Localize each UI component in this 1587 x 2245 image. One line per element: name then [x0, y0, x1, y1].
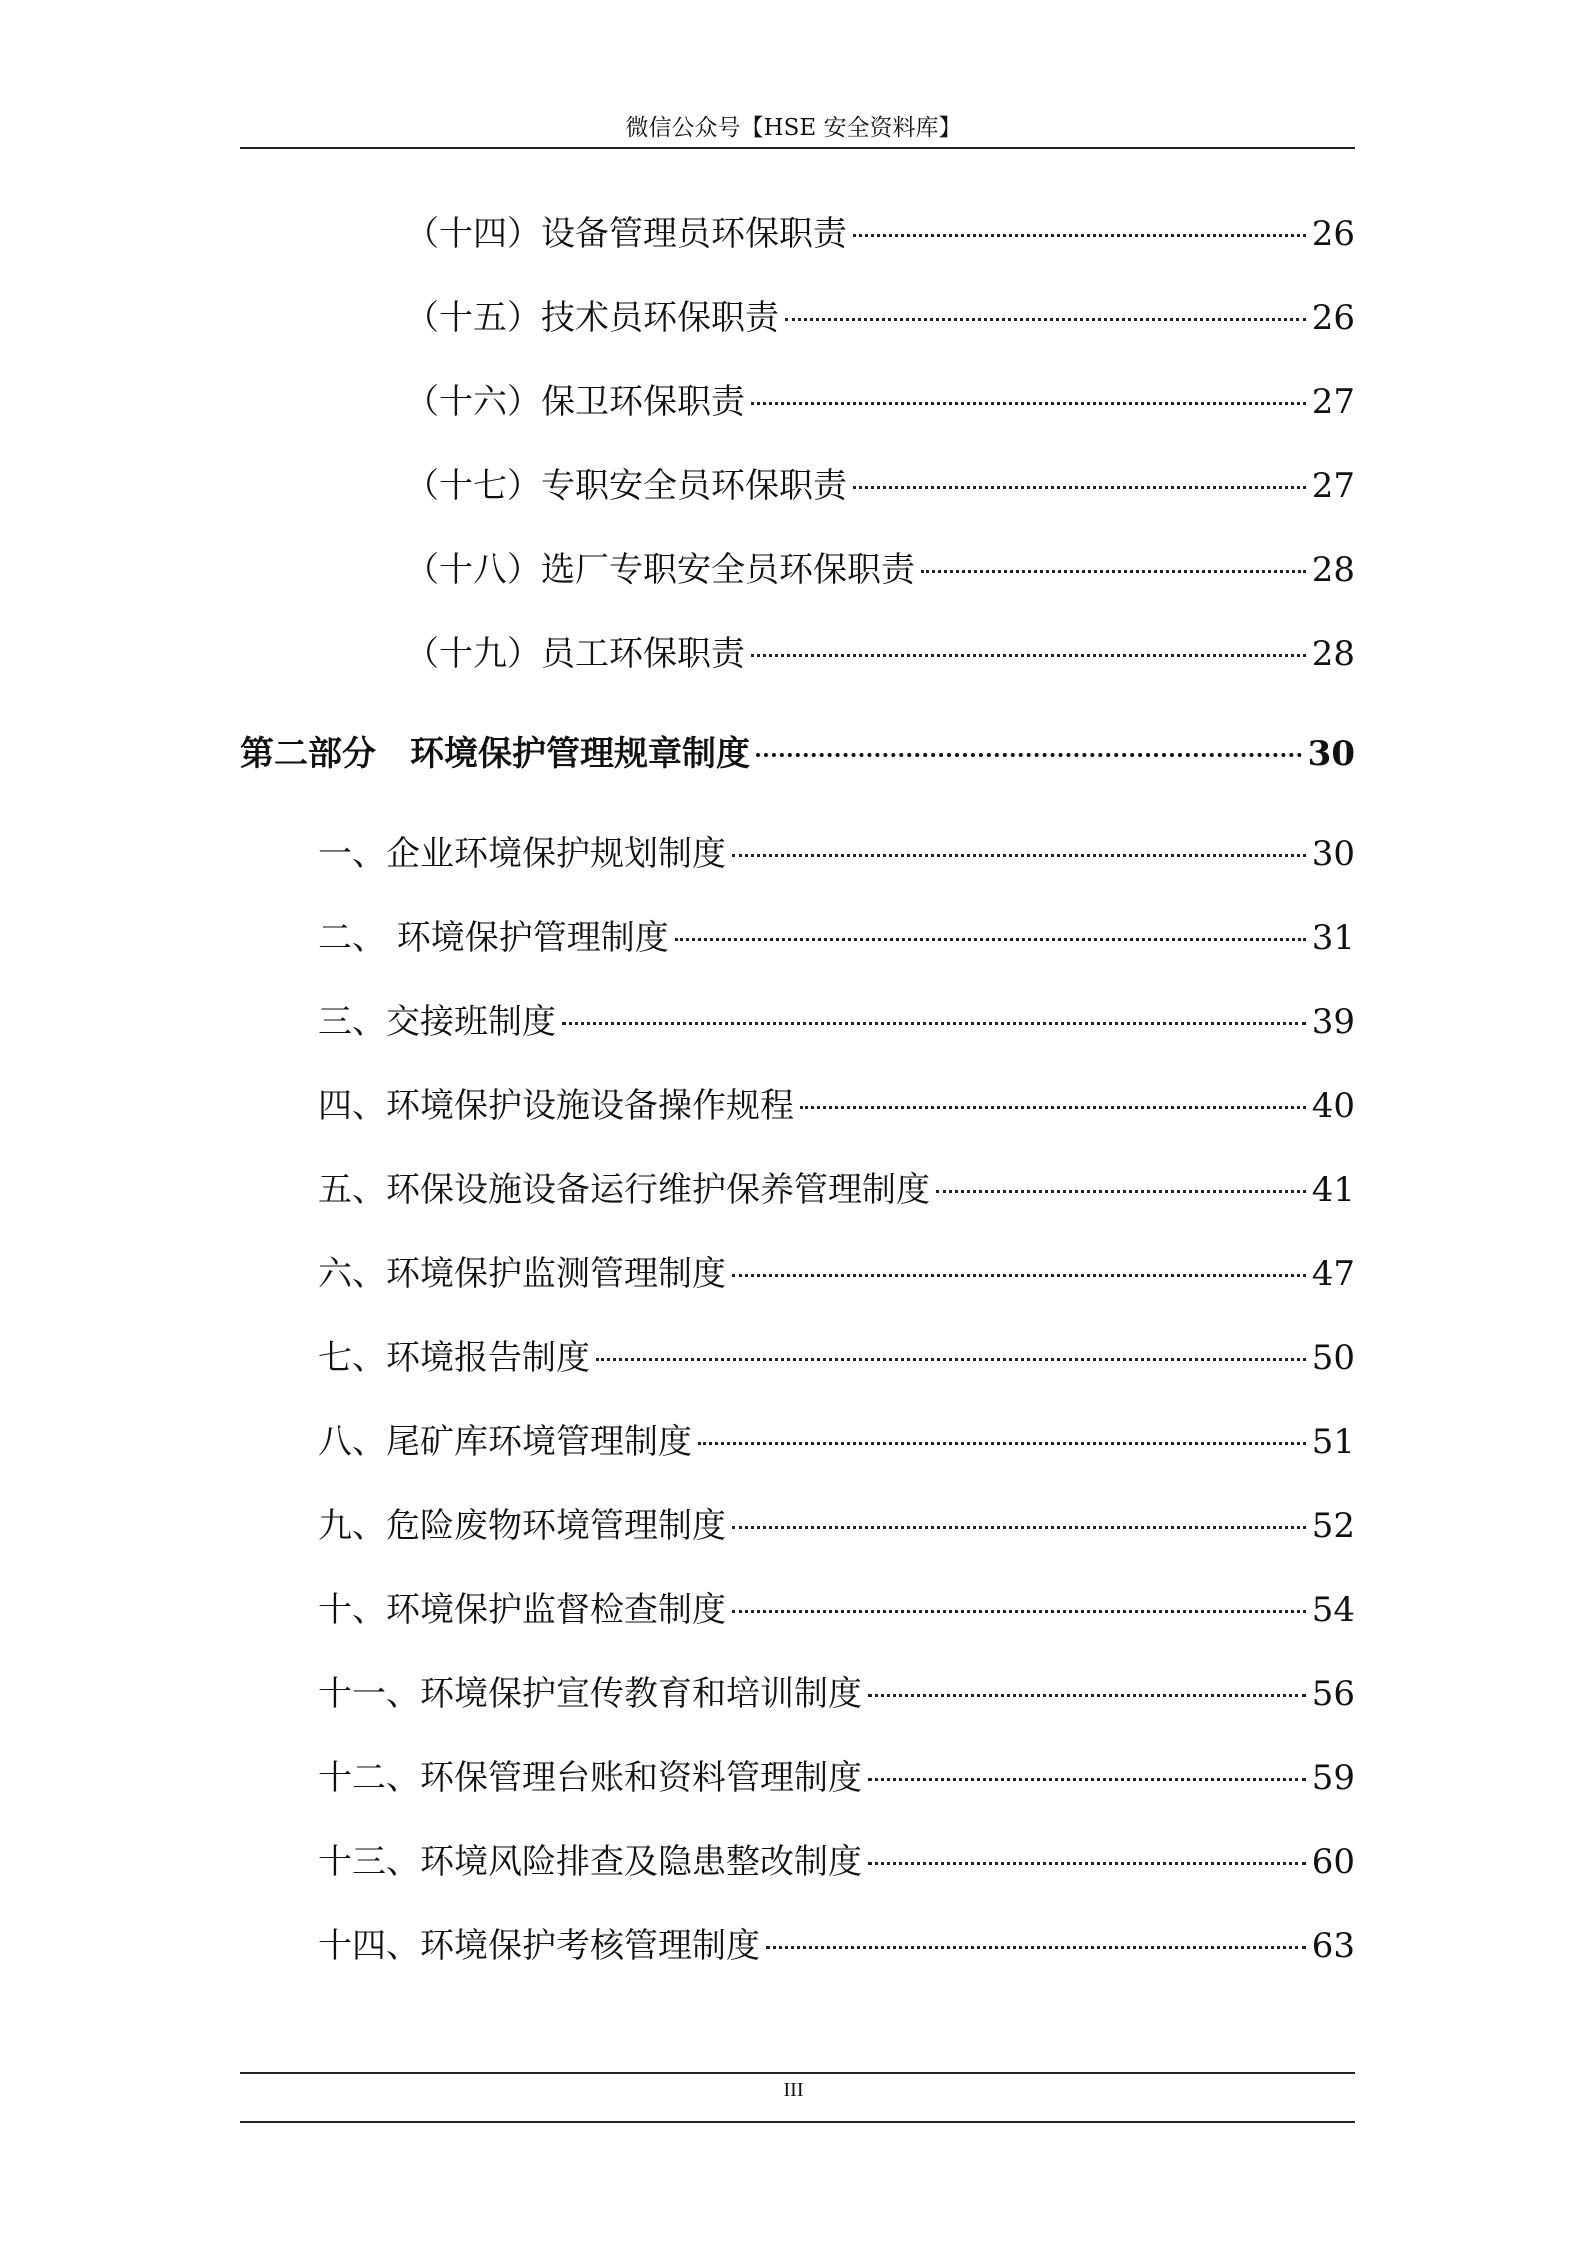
toc-entry-page: 39 — [1311, 1002, 1355, 1042]
toc-entry-page: 47 — [1311, 1254, 1355, 1294]
page-number: III — [783, 2079, 804, 2101]
toc-entry[interactable] — [318, 1672, 1355, 1716]
toc-leader-dots — [921, 570, 1306, 573]
toc-entry-title: 十三、环境风险排查及隐患整改制度 — [318, 1842, 862, 1882]
toc-leader-dots — [698, 1442, 1306, 1445]
toc-entry-title: 八、尾矿库环境管理制度 — [318, 1422, 692, 1462]
toc-leader-dots — [936, 1190, 1306, 1193]
toc-entry[interactable] — [405, 632, 1355, 676]
header-rule — [240, 147, 1355, 149]
toc-entry-page: 59 — [1311, 1758, 1355, 1798]
toc-entry[interactable] — [405, 464, 1355, 508]
toc-entry-page: 56 — [1311, 1674, 1355, 1714]
toc-leader-dots — [675, 938, 1306, 941]
toc-leader-dots — [751, 402, 1306, 405]
toc-entry-page: 28 — [1311, 634, 1355, 674]
toc-entry[interactable] — [318, 1924, 1355, 1968]
toc-entry-title: 二、 环境保护管理制度 — [318, 918, 669, 958]
toc-entry-page: 27 — [1311, 466, 1355, 506]
toc-entry[interactable] — [405, 212, 1355, 256]
footer-rule-bottom — [240, 2121, 1355, 2123]
toc-leader-dots — [868, 1694, 1306, 1697]
toc-leader-dots — [732, 1526, 1306, 1529]
toc-entry-title: 十一、环境保护宣传教育和培训制度 — [318, 1674, 862, 1714]
toc-leader-dots — [756, 753, 1302, 757]
toc-entry-page: 31 — [1311, 918, 1355, 958]
toc-entry-page: 40 — [1311, 1086, 1355, 1126]
toc-entry[interactable] — [318, 1252, 1355, 1296]
toc-entry[interactable] — [318, 1756, 1355, 1800]
toc-entry-title: （十七）专职安全员环保职责 — [405, 466, 847, 506]
toc-entry-title: （十九）员工环保职责 — [405, 634, 745, 674]
toc-entry-page: 30 — [1311, 834, 1355, 874]
toc-entry-title: 十、环境保护监督检查制度 — [318, 1590, 726, 1630]
toc-entry-title: 一、企业环境保护规划制度 — [318, 834, 726, 874]
toc-entry-page: 30 — [1307, 734, 1355, 774]
toc-entry-title: 七、环境报告制度 — [318, 1338, 590, 1378]
toc-entry[interactable] — [318, 1084, 1355, 1128]
toc-entry[interactable] — [405, 296, 1355, 340]
toc-entry-title: 九、危险废物环境管理制度 — [318, 1506, 726, 1546]
toc-entry-page: 41 — [1311, 1170, 1355, 1210]
page-header: 微信公众号【HSE 安全资料库】 — [625, 115, 962, 141]
toc-entry[interactable] — [318, 832, 1355, 876]
toc-entry-title: 五、环保设施设备运行维护保养管理制度 — [318, 1170, 930, 1210]
toc-entry[interactable] — [405, 380, 1355, 424]
toc-entry-page: 63 — [1311, 1926, 1355, 1966]
toc-leader-dots — [732, 1274, 1306, 1277]
toc-entry-page: 50 — [1311, 1338, 1355, 1378]
toc-entry-page: 54 — [1311, 1590, 1355, 1630]
toc-entry-page: 27 — [1311, 382, 1355, 422]
toc-entry-title: 十四、环境保护考核管理制度 — [318, 1926, 760, 1966]
toc-entry-page: 60 — [1311, 1842, 1355, 1882]
toc-leader-dots — [800, 1106, 1306, 1109]
toc-leader-dots — [751, 654, 1306, 657]
toc-entry-page: 28 — [1311, 550, 1355, 590]
toc-leader-dots — [868, 1862, 1306, 1865]
toc-leader-dots — [785, 318, 1306, 321]
toc-entry-title: 十二、环保管理台账和资料管理制度 — [318, 1758, 862, 1798]
toc-entry[interactable] — [318, 1840, 1355, 1884]
toc-leader-dots — [868, 1778, 1306, 1781]
toc-entry-title: 四、环境保护设施设备操作规程 — [318, 1086, 794, 1126]
toc-entry[interactable] — [318, 1588, 1355, 1632]
toc-entry-title: （十六）保卫环保职责 — [405, 382, 745, 422]
toc-entry[interactable] — [405, 548, 1355, 592]
toc-entry-title: （十四）设备管理员环保职责 — [405, 214, 847, 254]
toc-leader-dots — [853, 234, 1306, 237]
toc-entry[interactable] — [318, 1504, 1355, 1548]
toc-entry-title: （十八）选厂专职安全员环保职责 — [405, 550, 915, 590]
toc-entry[interactable] — [318, 1420, 1355, 1464]
toc-entry-title: 六、环境保护监测管理制度 — [318, 1254, 726, 1294]
toc-entry-title: 第二部分 环境保护管理规章制度 — [240, 734, 750, 774]
toc-entry-title: （十五）技术员环保职责 — [405, 298, 779, 338]
toc-entry-title: 三、交接班制度 — [318, 1002, 556, 1042]
toc-leader-dots — [766, 1946, 1306, 1949]
toc-entry[interactable] — [318, 1336, 1355, 1380]
footer-rule-top — [240, 2072, 1355, 2074]
toc-leader-dots — [562, 1022, 1306, 1025]
toc-entry[interactable] — [318, 916, 1355, 960]
toc-part-entry[interactable] — [240, 732, 1355, 776]
toc-leader-dots — [853, 486, 1306, 489]
toc-leader-dots — [732, 1610, 1306, 1613]
toc-entry-page: 26 — [1311, 298, 1355, 338]
toc-entry-page: 26 — [1311, 214, 1355, 254]
toc-leader-dots — [596, 1358, 1306, 1361]
toc-entry-page: 52 — [1311, 1506, 1355, 1546]
toc-entry[interactable] — [318, 1000, 1355, 1044]
toc-entry-page: 51 — [1311, 1422, 1355, 1462]
toc-leader-dots — [732, 854, 1306, 857]
toc-entry[interactable] — [318, 1168, 1355, 1212]
